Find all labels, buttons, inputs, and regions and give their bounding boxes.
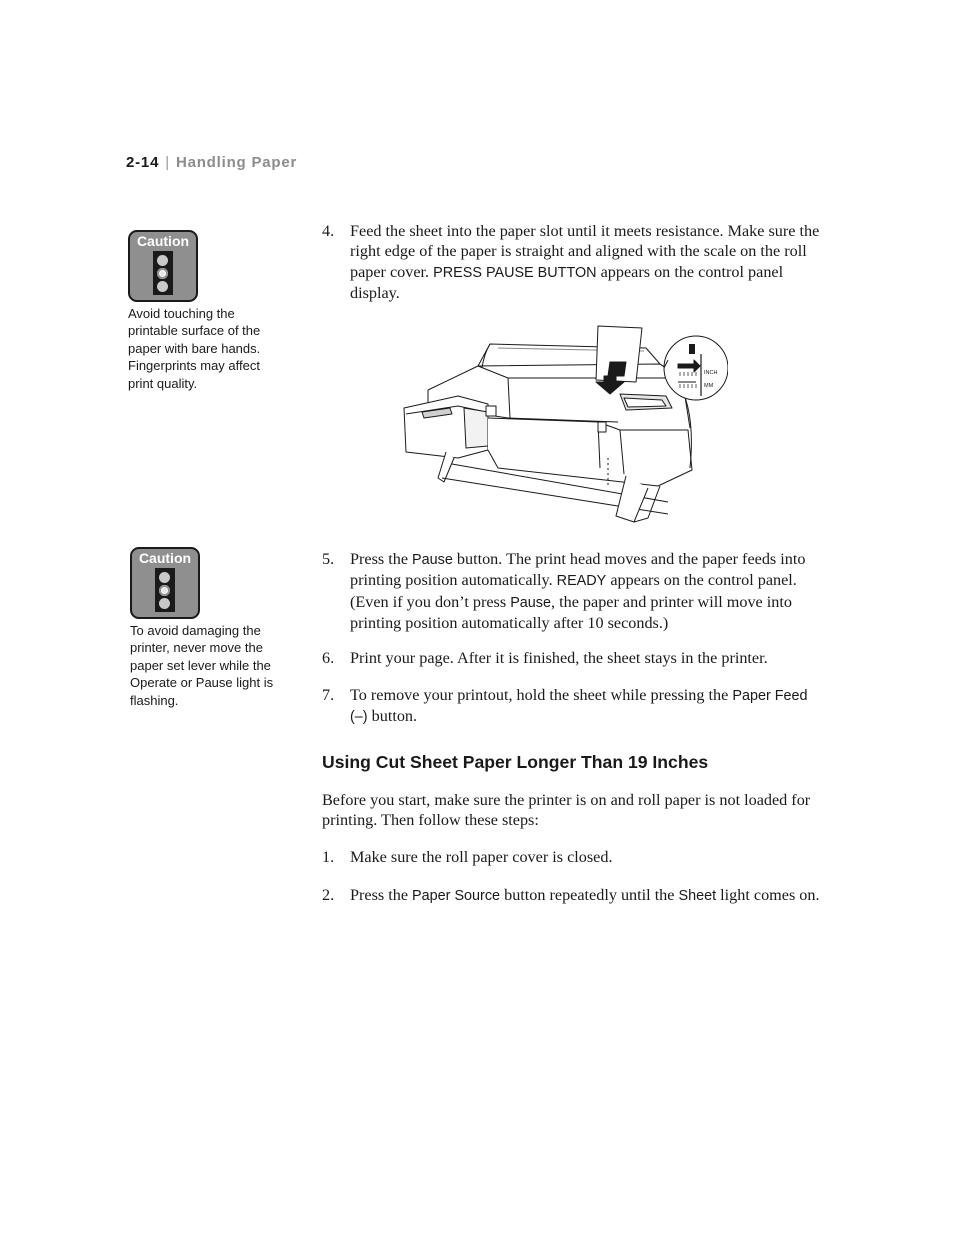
ui-term-pause: Pause xyxy=(412,552,453,568)
light-dot-on-icon xyxy=(157,268,168,279)
step-text: Make sure the roll paper cover is closed. xyxy=(350,848,613,866)
ui-term-ready: READY xyxy=(556,573,607,590)
ui-term-pause: Pause xyxy=(510,594,552,611)
step-text-part: Press the xyxy=(350,550,413,568)
caution-label: Caution xyxy=(136,233,190,249)
step-7 xyxy=(322,685,828,728)
step-6 xyxy=(322,648,828,668)
ui-term-pause: Pause xyxy=(195,675,233,691)
section-heading: Using Cut Sheet Paper Longer Than 19 Inches xyxy=(322,752,709,772)
light-dot-icon xyxy=(157,281,168,292)
section-step-2 xyxy=(322,885,828,906)
caution-text: or xyxy=(176,675,196,691)
ui-term-operate: Operate xyxy=(130,675,177,691)
caution-text: light is flashing. xyxy=(130,675,274,708)
light-dot-icon xyxy=(157,255,168,266)
step-number: 6. xyxy=(322,649,335,667)
step-4 xyxy=(322,221,828,303)
step-text-part: light comes on. xyxy=(716,886,820,904)
section-title: Handling Paper xyxy=(175,154,298,171)
page-number: 2-14 xyxy=(126,154,160,171)
caution-light-icon xyxy=(153,251,173,295)
caution-light-icon xyxy=(155,568,175,612)
step-text-part: button. The print head moves and the paper feeds into printing position automatically. xyxy=(350,550,806,590)
step-number: 2. xyxy=(322,886,335,904)
step-text-part: button. xyxy=(367,707,418,726)
caution-label: Caution xyxy=(138,550,192,566)
step-text-part: Feed the sheet into the paper slot until it meets resistance. Make sure the right edge of the paper is straight and aligned with the scale on the roll paper cover. xyxy=(350,222,820,281)
step-number: 4. xyxy=(322,222,335,240)
header-separator: | xyxy=(165,154,170,171)
light-dot-icon xyxy=(159,572,170,583)
step-text-part: appears on the control panel display. xyxy=(350,262,784,302)
caution-text-2 xyxy=(130,622,292,709)
section-step-1 xyxy=(322,847,828,867)
step-text xyxy=(350,885,828,906)
step-text xyxy=(350,685,828,728)
step-text-part: appears on the control panel. (Even if you don’t press xyxy=(350,571,797,611)
caution-badge-1 xyxy=(128,230,198,302)
light-dot-on-icon xyxy=(159,585,170,596)
step-text-part: , the paper and printer will move into printing position automatically after 10 seconds.) xyxy=(350,592,792,632)
step-number: 1. xyxy=(322,848,335,866)
ui-term-press-pause-button: PRESS PAUSE BUTTON xyxy=(433,264,597,281)
ui-term-paper-source: Paper Source xyxy=(412,888,501,904)
section-intro: Before you start, make sure the printer is on and roll paper is not loaded for printing. Then follow these steps: xyxy=(322,791,811,830)
caution-badge-2 xyxy=(130,547,200,619)
step-text: Print your page. After it is finished, the sheet stays in the printer. xyxy=(350,649,768,667)
ui-term-paper-feed: Paper Feed (–) xyxy=(350,688,808,726)
scale-mm-label: MM xyxy=(704,383,714,389)
step-text xyxy=(350,221,828,303)
scale-inch-label: INCH xyxy=(704,370,718,376)
step-number: 5. xyxy=(322,550,335,568)
printer-illustration xyxy=(398,318,728,528)
step-text-part: button repeatedly until the xyxy=(500,886,679,904)
caution-text: To avoid damaging the printer, never move the paper set lever while the xyxy=(130,623,271,673)
ui-term-sheet: Sheet xyxy=(678,888,717,904)
step-text-part: To remove your printout, hold the sheet while pressing the xyxy=(350,686,733,704)
light-dot-icon xyxy=(159,598,170,609)
step-text-part: Press the xyxy=(350,886,413,904)
step-text xyxy=(350,549,828,633)
step-number: 7. xyxy=(322,686,335,704)
caution-text-1: Avoid touching the printable surface of the paper with bare hands. Fingerprints may affect print quality. xyxy=(128,306,261,391)
step-5 xyxy=(322,549,828,633)
running-head xyxy=(126,154,297,171)
